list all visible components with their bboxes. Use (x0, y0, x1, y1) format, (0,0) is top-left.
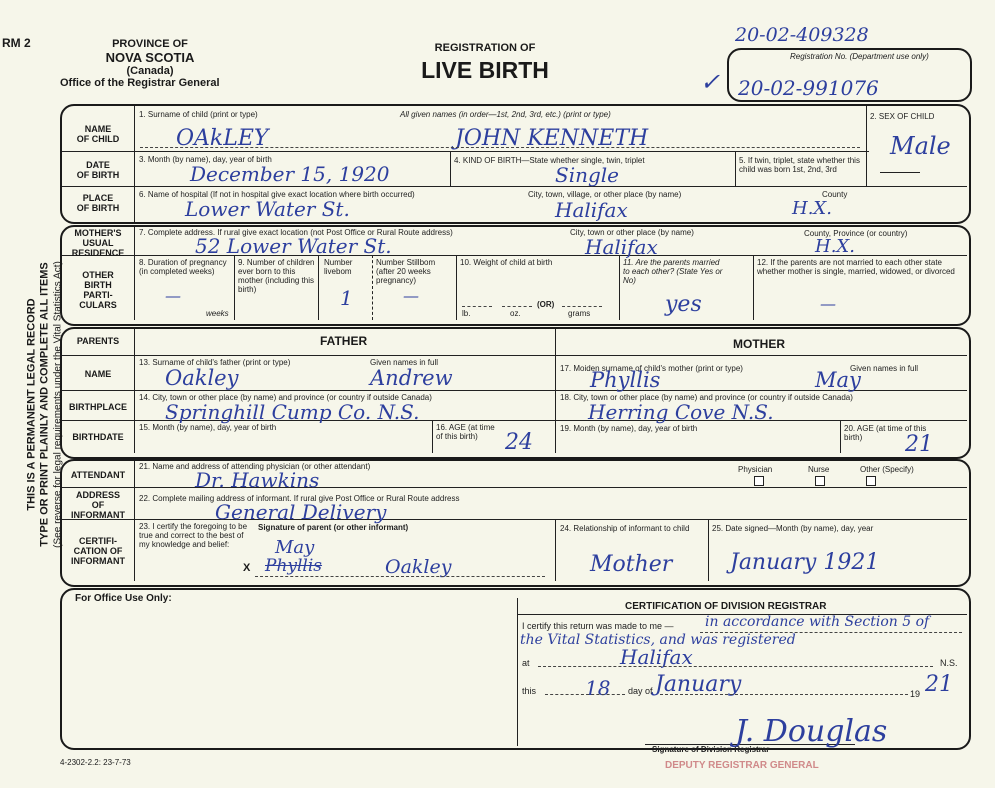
ounces-label: oz. (510, 309, 521, 318)
section-parents-name: NAME (84, 369, 112, 379)
registration-year: 21 (925, 672, 953, 697)
city-label: City, town, village, or other place (by name) (528, 190, 682, 199)
field-7-label: 7. Complete address. If rural give exact location (not Post Office or Rural Route address) (139, 228, 453, 237)
county-label: County (822, 190, 848, 199)
field-22-label: 22. Complete mailing address of informant. If rural give Post Office or Rural Route address (139, 494, 460, 503)
residence-city: Halifax (585, 235, 658, 259)
mother-heading: MOTHER (733, 337, 785, 351)
section-birthplace: BIRTHPLACE (69, 402, 127, 412)
father-heading: FATHER (320, 334, 368, 348)
section-address-informant: ADDRESS OF INFORMANT (71, 490, 125, 520)
physician-checkbox[interactable] (754, 476, 764, 486)
child-sex: Male (890, 132, 951, 160)
mother-maiden-surname: Phyllis (590, 368, 661, 392)
division-registrar-title: CERTIFICATION OF DIVISION REGISTRAR (625, 601, 827, 612)
weeks-label: weeks (206, 309, 229, 318)
registration-number: 20-02-991076 (738, 76, 879, 100)
field-5-label: 5. If twin, triplet, state whether this child was born 1st, 2nd, 3rd (739, 156, 860, 174)
province-line2: NOVA SCOTIA (105, 50, 195, 65)
signature-surname: Oakley (385, 556, 452, 578)
residence-county-label: County, Province (or country) (804, 229, 908, 238)
signature-x: X (243, 562, 251, 574)
section-other-particulars: OTHER BIRTH PARTI- CULARS (79, 270, 117, 310)
registrar-office: Office of the Registrar General (60, 77, 220, 89)
mother-age: 21 (905, 432, 933, 457)
province-line3: (Canada) (126, 65, 174, 77)
section-place-of-birth: PLACE OF BIRTH (76, 193, 120, 213)
parents-married: yes (665, 292, 702, 317)
date-signed: January 1921 (730, 550, 880, 575)
livebom-label: Number livebom (324, 258, 353, 276)
field-13-label: 13. Surname of child's father (print or type) (139, 358, 291, 367)
birth-date: December 15, 1920 (190, 162, 390, 186)
father-given-names: Andrew (370, 366, 453, 390)
father-birthplace: Springhill Cump Co. N.S. (165, 400, 420, 424)
section-certification-informant: CERTIFI- CATION OF INFORMANT (71, 536, 125, 566)
form-corner-label: RM 2 (2, 36, 31, 50)
given-names-label: All given names (in order—1st, 2nd, 3rd, etc.) (print or type) (400, 110, 611, 119)
mother-given-names: May (815, 368, 861, 392)
field-10-label: 10. Weight of child at birth (460, 258, 553, 267)
province-line1: PROVINCE OF (112, 38, 188, 50)
field-24-label: 24. Relationship of informant to child (560, 524, 690, 533)
informant-address: General Delivery (215, 500, 387, 524)
father-surname: Oakley (165, 366, 239, 390)
section-usual-residence: MOTHER'S USUAL RESIDENCE (71, 228, 125, 258)
field-21-label: 21. Name and address of attending physician (or other attendant) (139, 462, 371, 471)
registration-day: 18 (585, 676, 611, 700)
side-text-line1: THIS IS A PERMANENT LEGAL RECORD (25, 298, 38, 511)
birth-city: Halifax (555, 198, 628, 222)
signature-first: May (275, 537, 315, 558)
field-2-label: 2. SEX OF CHILD (870, 112, 935, 121)
or-label: (OR) (537, 300, 555, 309)
province-block (60, 38, 240, 89)
grams-label: grams (568, 309, 591, 318)
residence-city-label: City, town or other place (by name) (570, 228, 694, 237)
day-of-label: day of (628, 686, 653, 696)
father-given-label: Given names in full (370, 358, 439, 367)
livebom-count: 1 (340, 286, 353, 310)
field-20-label: 20. AGE (at time of this birth) (844, 424, 927, 442)
section-name-of-child: NAME OF CHILD (76, 124, 120, 144)
this-label: this (522, 686, 537, 696)
informant-relationship: Mother (590, 552, 673, 577)
certification-note-2: the Vital Statistics, and was registered (520, 632, 796, 648)
field-16-label: 16. AGE (at time of this birth) (436, 423, 495, 441)
form-code: 4-2302-2.2: 23-7-73 (60, 758, 131, 767)
at-label: at (522, 658, 530, 668)
year-prefix: 19 (910, 689, 921, 699)
physician-label: Physician (738, 465, 773, 474)
other-checkbox[interactable] (866, 476, 876, 486)
registrar-signature: J. Douglas (735, 714, 888, 749)
pregnancy-duration: — (165, 286, 181, 305)
side-text-line2: TYPE OR PRINT PLAINLY AND COMPLETE ALL ITEMS (38, 262, 51, 547)
registration-label: Registration No. (Department use only) (790, 52, 929, 61)
stillborn-label: Number Stillbom (after 20 weeks pregnancy) (376, 258, 436, 285)
deputy-registrar-stamp: DEPUTY REGISTRAR GENERAL (665, 760, 819, 771)
birth-county: H.X. (792, 198, 832, 219)
checkmark: ✓ (700, 68, 721, 96)
registrar-signature-label: Signature of Division Registrar (652, 745, 770, 754)
field-9-label: 9. Number of children ever born to this mother (including this birth) (238, 258, 315, 294)
field-17-label: 17. Moiden surname of child's mother (print or type) (560, 364, 743, 373)
ns-label: N.S. (940, 658, 958, 668)
field-18-label: 18. City, town or other place (by name) and province (or country if outside Canada) (560, 393, 853, 402)
field-3-label: 3. Month (by name), day, year of birth (139, 155, 272, 164)
nurse-label: Nurse (808, 465, 830, 474)
field-11-label: 11. Are the parents married to each other? (State Yes or No) (623, 258, 723, 285)
pounds-label: lb. (462, 309, 471, 318)
signature-struck-name: Phyllis (265, 556, 323, 576)
title-line2: LIVE BIRTH (421, 57, 549, 83)
mother-birthplace: Herring Cove N.S. (588, 400, 774, 424)
field-4-label: 4. KIND OF BIRTH—State whether single, twin, triplet (454, 156, 645, 165)
mother-given-label: Given names in full (850, 364, 919, 373)
signature-label: Signature of parent (or other informant) (258, 523, 409, 532)
side-text (26, 190, 65, 620)
hospital-location: Lower Water St. (185, 197, 350, 221)
registration-number-top: 20-02-409328 (735, 24, 869, 46)
field-8-label: 8. Duration of pregnancy (in completed weeks) (139, 258, 227, 276)
nurse-checkbox[interactable] (815, 476, 825, 486)
child-surname: OAkLEY (176, 126, 269, 151)
mother-marital-status: — (820, 294, 836, 313)
father-age: 24 (505, 430, 533, 455)
kind-of-birth: Single (555, 163, 620, 187)
field-25-label: 25. Date signed—Month (by name), day, year (712, 524, 874, 533)
field-15-label: 15. Month (by name), day, year of birth (139, 423, 277, 432)
field-14-label: 14. City, town or other place (by name) and province (or country if outside Canada) (139, 393, 432, 402)
attendant-name: Dr. Hawkins (195, 468, 320, 492)
certify-text: I certify this return was made to me — (522, 621, 674, 631)
residence-county: H.X. (815, 236, 855, 257)
office-use-label: For Office Use Only: (75, 593, 172, 604)
residence-address: 52 Lower Water St. (195, 234, 392, 258)
section-date-of-birth: DATE OF BIRTH (76, 160, 120, 180)
field-1-label: 1. Surname of child (print or type) (139, 110, 258, 119)
section-birthdate: BIRTHDATE (72, 432, 124, 442)
side-text-line3: (See reverse for legal requirements under the Vital Statistics Act) (52, 261, 64, 548)
field-6-label: 6. Name of hospital (If not in hospital give exact location where birth occurred) (139, 190, 415, 199)
other-label: Other (Specify) (860, 465, 914, 474)
certification-note-1: in accordance with Section 5 of (705, 614, 930, 630)
child-given-names: JOHN KENNETH (455, 126, 649, 151)
section-attendant: ATTENDANT (70, 470, 126, 480)
field-19-label: 19. Month (by name), day, year of birth (560, 424, 698, 433)
section-parents: PARENTS (76, 336, 120, 346)
form-title (380, 42, 590, 84)
stillborn-count: — (403, 286, 419, 305)
field-23-label: 23. I certify the foregoing to be true and correct to the best of my knowledge and belief: (139, 522, 248, 549)
registration-place: Halifax (620, 645, 693, 669)
registration-month: January (655, 672, 742, 697)
title-line1: REGISTRATION OF (434, 42, 536, 54)
field-12-label: 12. If the parents are not married to each other state whether mother is single, married, widowed, or divorced (757, 258, 955, 276)
